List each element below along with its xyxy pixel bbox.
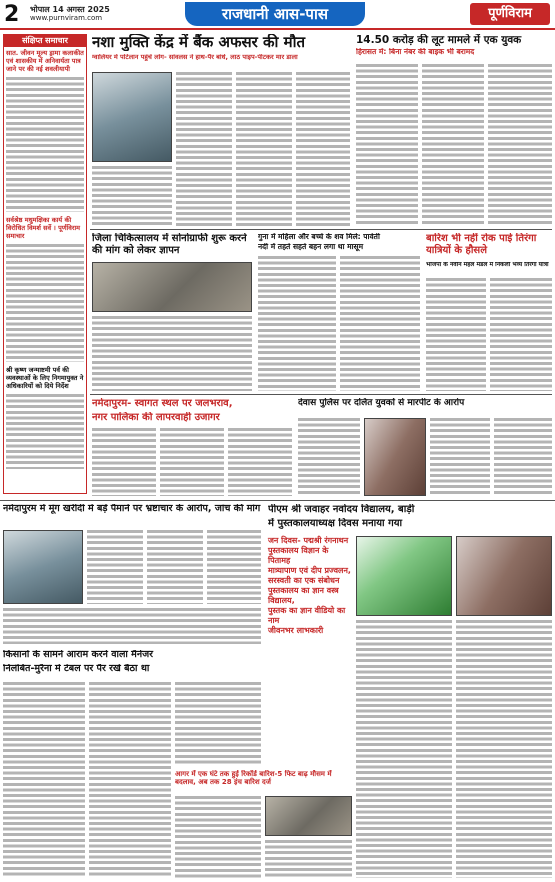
story5-headline-line2: नगर पालिका की लापरवाही उजागर (92, 412, 220, 423)
highlight-item: पुस्तक का ज्ञान वीडियो का नाम (268, 606, 346, 625)
story5-body-2 (160, 428, 224, 496)
lead-headline: नशा मुक्ति केंद्र में बैंक अफसर की मौत (92, 34, 306, 51)
lead-body-3 (236, 72, 292, 226)
lead-subheadline: ग्वालियर में पटिलान पहुंचे लोग- सांवलस ने हाथ-पैर बांधे, लाठ पाइप-पीटकर मार डाला (92, 54, 298, 61)
lead-body-2 (176, 72, 232, 226)
masthead-info (30, 5, 110, 23)
story2-body (92, 316, 252, 391)
right-body-2 (422, 64, 484, 226)
story9-body-2 (89, 682, 171, 878)
story3-body-1 (258, 256, 336, 391)
brief-headline-2: सर्वश्रेष्ठ मधुमक्षिका कार्य की विरोधित विमर्श सर्वे । पूर्णविराम समाचार (6, 216, 81, 240)
story6-headline: देवास पुलिस पर दलित युवकों से मारपीट के आरोप (298, 398, 465, 408)
brief-news-title: संक्षिप्त समाचार (4, 35, 86, 47)
lead-body-4 (296, 72, 350, 226)
right-body-1 (356, 64, 418, 226)
page-number: 2 (4, 2, 20, 27)
right-headline-line1: 14.50 करोड़ की लूट मामले में एक युवक (356, 34, 522, 46)
story9-body-3 (175, 682, 261, 766)
story8-headline-line1: पीएम श्री जवाहर नवोदय विद्यालय, बाड़ी (268, 504, 415, 515)
story5-headline-line1: नर्मदापुरम- स्वागत स्थल पर जलभराव, (92, 398, 233, 409)
story3-headline-line1: गुना में महिला और बच्चे के शव मिले: पार्वती (258, 233, 380, 241)
story6-body-3 (494, 418, 552, 496)
story9-headline-line1: किसानों के सामने आराम करने वाला मैनेजर (3, 650, 154, 660)
story6-body-1 (298, 418, 360, 496)
story8-photo-2 (456, 536, 552, 616)
right-body-3 (488, 64, 552, 226)
story10-photo (265, 796, 352, 836)
story10-body-2 (265, 840, 352, 878)
story7-headline: नर्मदापुरम में मूंग खरीदी में बड़े पैमाने पर भ्रष्टाचार के आरोप, जांच की मांग (3, 504, 261, 514)
highlight-item: सरस्वती का एक संबोधन (268, 576, 340, 585)
story7-body-2 (147, 530, 203, 604)
story8-headline-line2: में पुस्तकालयाध्यक्ष दिवस मनाया गया (268, 518, 403, 529)
story7-body-3 (207, 530, 261, 604)
story7-body-1 (87, 530, 143, 604)
right-headline-line2: हिरासत में: बिना नंबर की बाइक भी बरामद (356, 48, 475, 56)
story7-body-4 (3, 608, 261, 644)
highlight-item: मात्र्यापाण एवं दीप प्रज्वलन, (268, 566, 351, 575)
highlight-item: जन दिवस- पद्मश्री रंगनाथन (268, 536, 349, 545)
brief-news-box (3, 34, 87, 494)
story8-highlights (268, 536, 352, 636)
brief-headline-3: श्री कृष्ण जन्माष्टमी पर्व की व्यवस्थाओं के लिए निगमायुक्त ने अधिकारियों को दिये निर्देश (6, 366, 84, 390)
lead-body-1 (92, 166, 172, 226)
story4-body-2 (490, 278, 552, 391)
lead-photo (92, 72, 172, 162)
divider (90, 229, 552, 230)
story2-headline: जिला चिकित्सालय में सोनोग्राफी शुरू करने की मांग को लेकर ज्ञापन (92, 233, 247, 256)
highlight-item: पुस्तकालय का ज्ञान वस्त्र विद्यालय, (268, 586, 339, 605)
highlight-item: पुस्तकालय विज्ञान के पितामह (268, 546, 329, 565)
newspaper-logo: पूर्णविराम (470, 3, 550, 25)
story6-photo (364, 418, 426, 496)
story8-body-1 (356, 620, 452, 878)
story5-body-3 (228, 428, 292, 496)
story4-headline: बारिश भी नहीं रोक पाई तिरंगा यात्रियों के हौसले (426, 233, 537, 256)
story9-headline-line2: निलंबित-मुरैना में टेबल पर पैर रखे बैठा था (3, 664, 150, 674)
story3-headline-line2: नदी में तहते सहते बहन लगा था मासूम (258, 243, 364, 251)
story6-body-2 (430, 418, 490, 496)
story7-photo (3, 530, 83, 604)
section-title: राजधानी आस-पास (185, 2, 365, 26)
brief-body-2 (6, 244, 84, 362)
story8-photo-1 (356, 536, 452, 616)
story4-body-1 (426, 278, 486, 391)
brief-body-3 (6, 394, 84, 469)
story3-body-2 (340, 256, 420, 391)
story10-headline: आगर में एक घंटे तक हुई रिकॉर्ड बारिश-5 फिट बाढ़ मौसम में बदलाव, अब तक 28 इंच बारिश दर्ज (175, 770, 332, 787)
story9-body-1 (3, 682, 85, 878)
brief-headline-1: सात. जीवन मूल्य ड्रामा कलाकीत एवं शासकीय में अनिवार्यता पात्र जाने पर की नई शवलीयापी (6, 49, 84, 73)
brief-body-1 (6, 77, 84, 212)
story4-subheadline: भाजपा के नवीन महल मंडल में निकली भव्य तिरंगा यात्रा (426, 262, 549, 268)
story5-body-1 (92, 428, 156, 496)
divider (0, 500, 555, 501)
highlight-item: जीवनभर लाभकारी (268, 626, 324, 635)
story8-body-2 (456, 620, 552, 878)
website-link[interactable]: www.purnviram.com (30, 14, 103, 22)
story10-body-1 (175, 796, 261, 878)
story2-photo (92, 262, 252, 312)
date-line: भोपाल 14 अगस्त 2025 (30, 5, 110, 14)
divider (90, 394, 552, 395)
